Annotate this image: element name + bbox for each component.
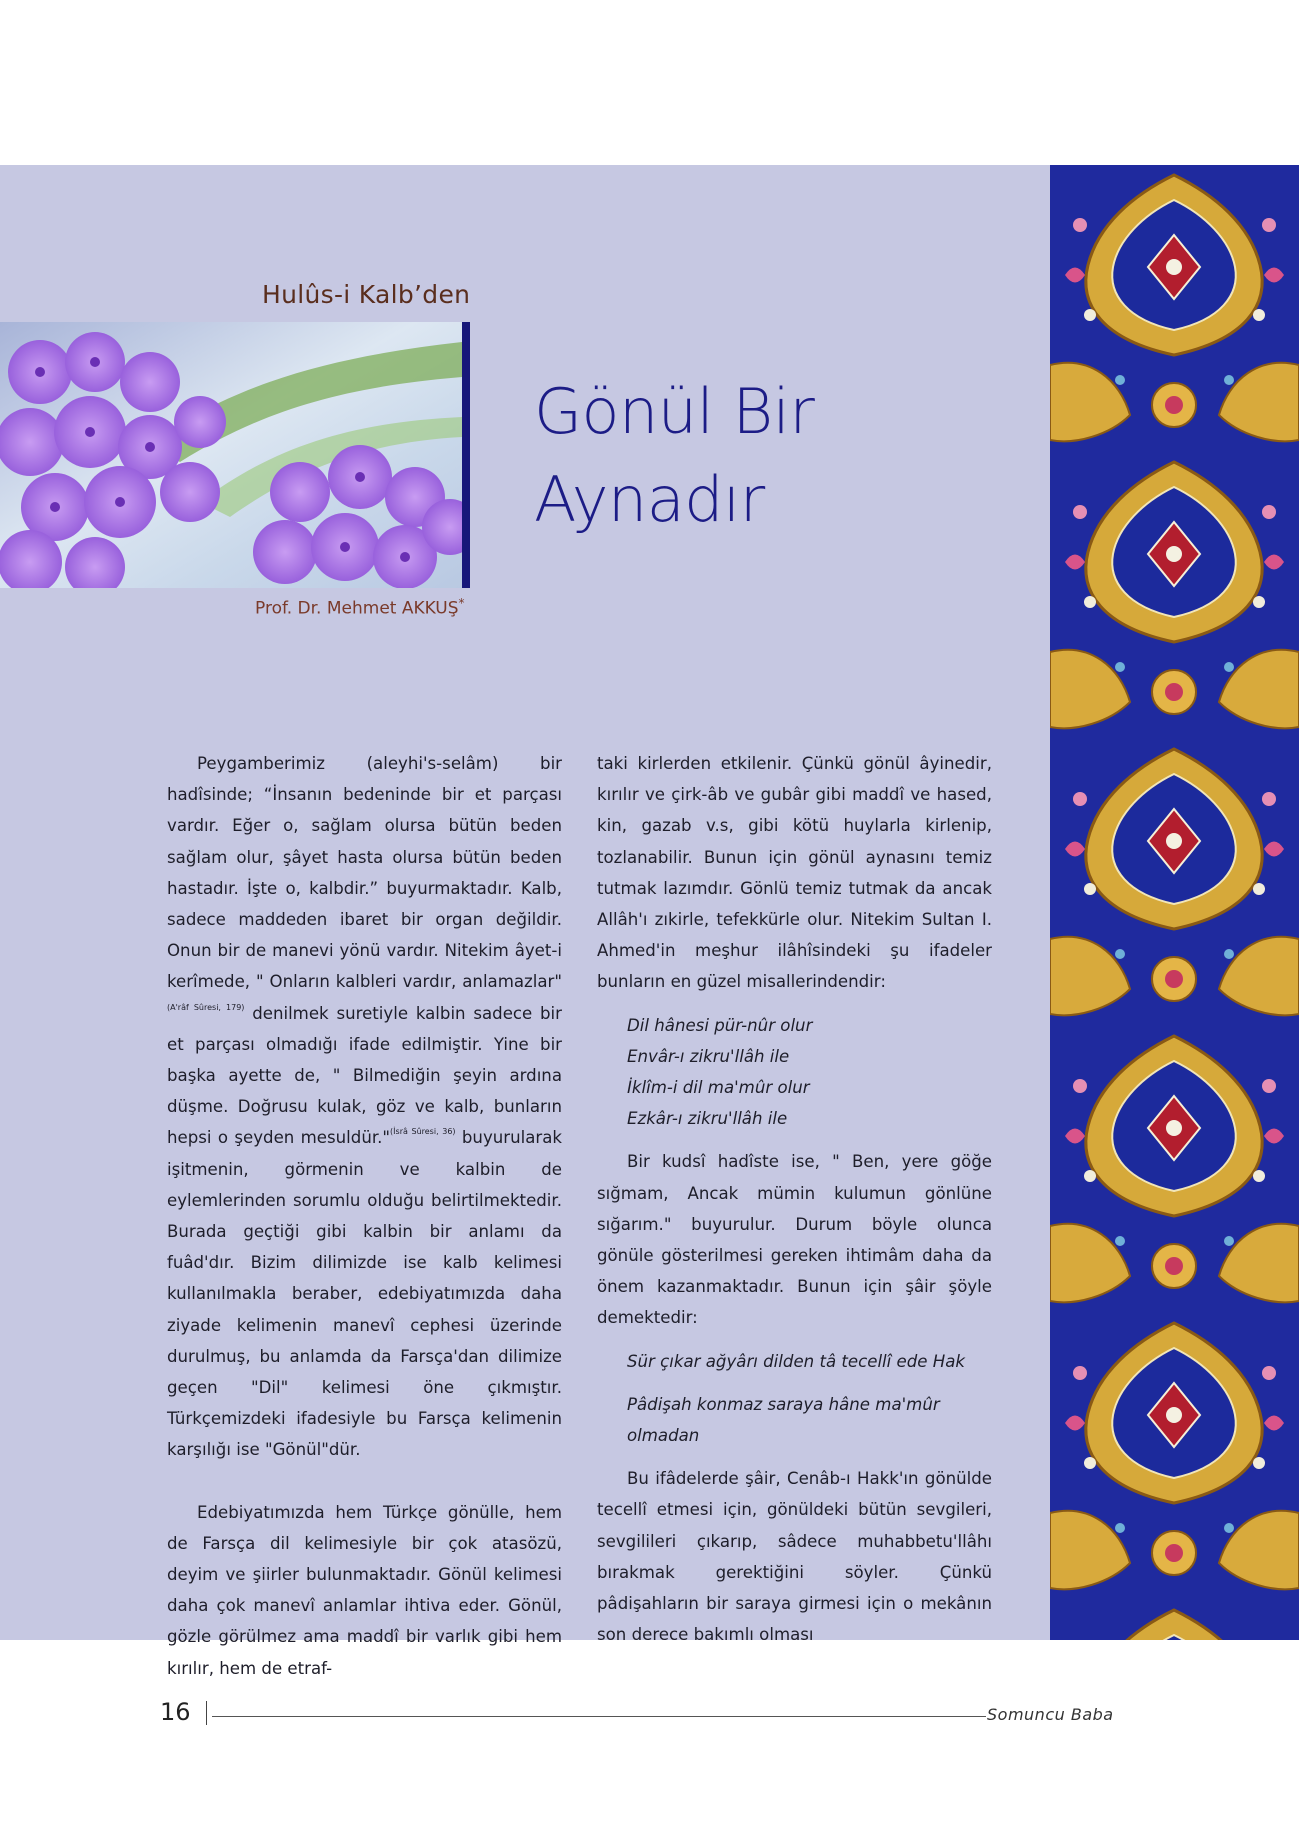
author-byline <box>255 596 465 619</box>
article-title <box>534 368 1014 544</box>
paragraph: Bu ifâdelerde şâir, Cenâb-ı Hakk'ın gönülde tecellî etmesi için, gönüldeki bütün sevgileri, sevgilileri çıkarıp, sâdece muhabbetu'llâhı bırakmak gerektiğini söyler. Çünkü pâdişahların bir saraya girmesi için o mekânın son derece bakımlı olması <box>597 1469 992 1645</box>
section-label: Hulûs-i Kalb’den <box>262 280 471 309</box>
paragraph: Bir kudsî hadîste ise, " Ben, yere göğe sığmam, Ancak mümin kulumun gönlüne sığarım." buyurulur. Durum böyle olunca gönüle gösterilmesi gereken ihtimâm daha da önem kazanmaktadır. Bunun için şâir şöyle demektedir: <box>597 1152 992 1328</box>
title-line-2: Aynadır <box>534 463 765 536</box>
page-number: 16 <box>160 1698 191 1726</box>
paragraph: taki kirlerden etkilenir. Çünkü gönül âyinedir, kırılır ve çirk-âb ve gubâr gibi maddî ve hased, kin, gazab v.s, gibi kötü huylarla kirlenip, tozlanabilir. Bunun için gönül aynasını temiz tutmak lazımdır. Gönlü temiz tutmak da ancak Allâh'ı zıkirle, tefekkürle olur. Nitekim Sultan I. Ahmed'in meşhur ilâhîsindeki şu ifadeler bunların en güzel misallerindendir: <box>597 754 992 992</box>
magazine-name: Somuncu Baba <box>987 1705 1114 1724</box>
verse-line: Envâr-ı zikru'llâh ile <box>627 1046 790 1066</box>
author-footnote-mark: * <box>458 596 465 610</box>
citation: (İsrâ Sûresi, 36) <box>390 1127 456 1137</box>
photo-accent-rule <box>462 322 470 588</box>
paragraph: Edebiyatımızda hem Türkçe gönülle, hem de Farsça dil kelimesiyle bir çok atasözü, deyim ve şiirler bulunmaktadır. Gönül kelimesi daha çok manevî anlamlar ihtiva eder. Gönül, gözle görülmez ama maddî bir varlık gibi hem kırılır, hem de etraf- <box>167 1502 562 1678</box>
author-name: Prof. Dr. Mehmet AKKUŞ <box>255 598 459 619</box>
footer-divider <box>206 1701 207 1725</box>
paragraph-text: denilmek suretiyle kalbin sadece bir et parçası olmadığı ifade edilmiştir. Yine bir başka ayette de, " Bilmediğin şeyin ardına düşme. Doğrusu kulak, göz ve kalb, bunların hepsi o şeyden mesuldür." <box>167 1003 562 1148</box>
ornamental-tile-border <box>1050 165 1299 1640</box>
flower-photo <box>0 322 462 588</box>
paragraph-text: Peygamberimiz (aleyhi's-selâm) bir hadîsinde; “İnsanın bedeninde bir et parçası vardır. Eğer o, sağlam olursa bütün beden sağlam olur, şâyet hasta olursa bütün beden hastadır. İşte o, kalbdir.” buyurmaktadır. Kalb, sadece maddeden ibaret bir organ değildir. Onun bir de manevi yönü vardır. Nitekim âyet-i kerîmede, " Onların kalbleri vardır, anlamazlar" <box>167 754 562 992</box>
paragraph-text: buyurularak işitmenin, görmenin ve kalbin de eylemlerinden sorumlu olduğu belirtilmektedir. Burada geçtiği gibi kalbin bir anlamı da fuâd'dır. Bizim dilimizde ise kalb kelimesi kullanılmakla beraber, edebiyatımızda daha ziyade kelimenin manevî cephesi üzerinde durulmuş, bu anlamda da Farsça'dan dilimize geçen "Dil" kelimesi öne çıkmıştır. Türkçemizdeki ifadesiyle bu Farsça kelimenin karşılığı ise "Gönül"dür. <box>167 1128 562 1460</box>
verse-line: Pâdişah konmaz saraya hâne ma'mûr olmadan <box>627 1394 940 1446</box>
verse-line: Sür çıkar ağyârı dilden tâ tecellî ede Hak <box>627 1351 966 1371</box>
left-column <box>167 748 562 1684</box>
verse-line: İklîm-i dil ma'mûr olur <box>627 1078 810 1098</box>
citation: (A'râf Sûresi, 179) <box>167 1002 245 1012</box>
verse-line: Dil hânesi pür-nûr olur <box>627 1015 813 1035</box>
verse-line: Ezkâr-ı zikru'llâh ile <box>627 1109 788 1129</box>
paragraph <box>167 748 562 1466</box>
footer-rule <box>212 1716 986 1717</box>
right-column <box>597 748 992 1650</box>
title-line-1: Gönül Bir <box>534 375 815 448</box>
